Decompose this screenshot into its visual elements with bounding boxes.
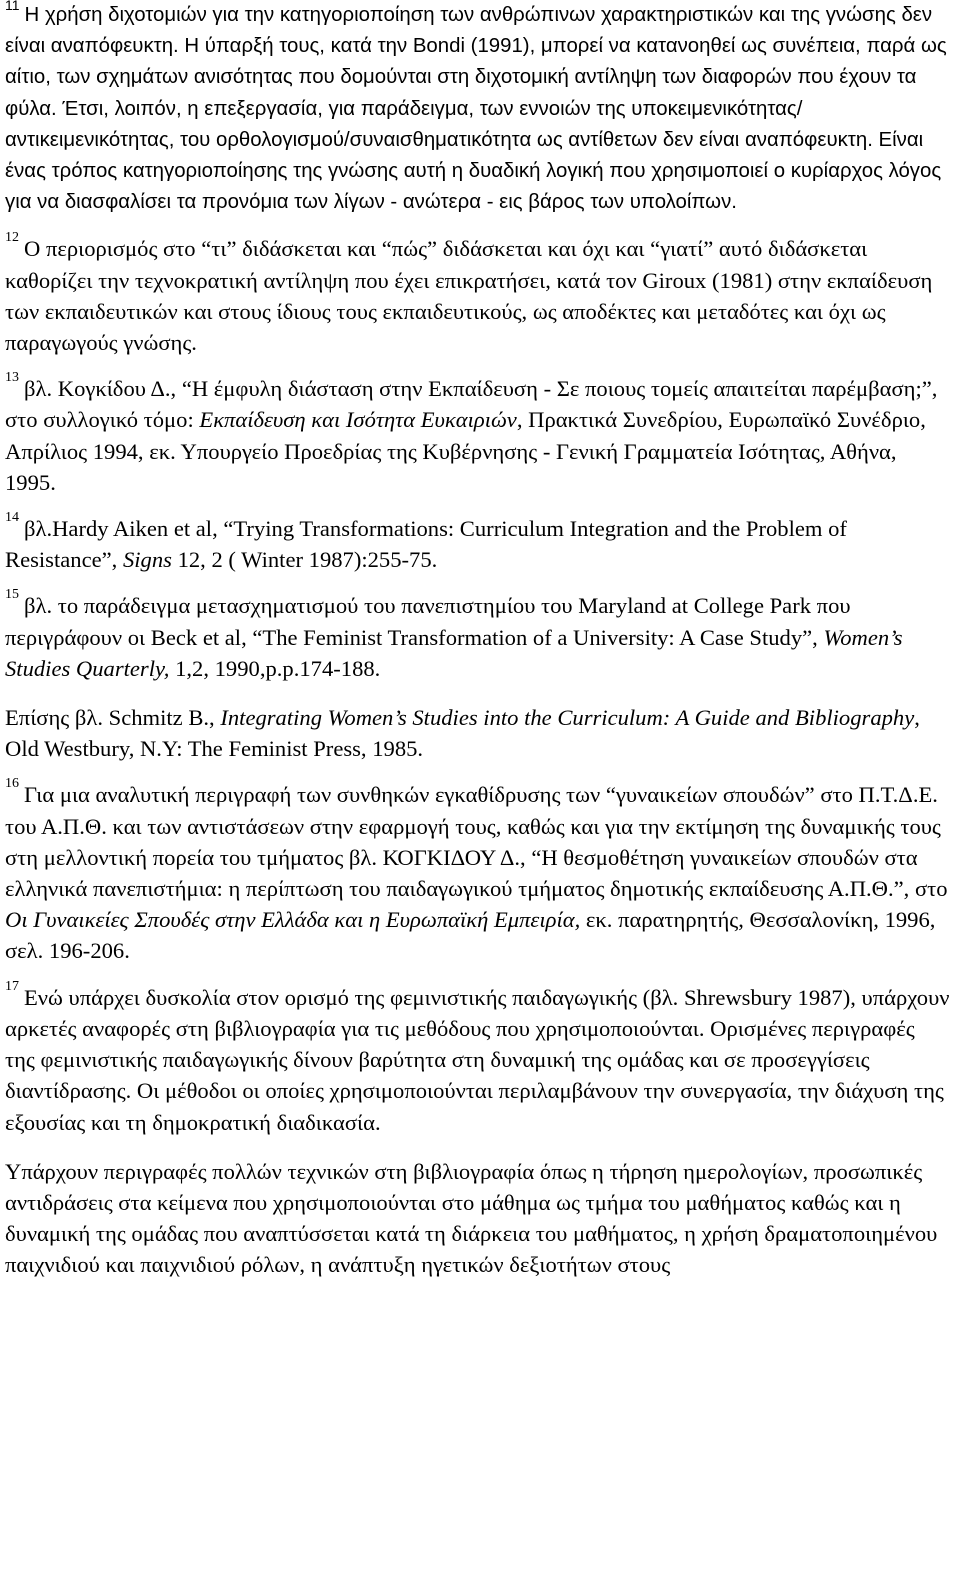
footnote-number: 15: [5, 587, 19, 603]
footnote-text: , Old Westbury, N.Y: The Feminist Press, 1985.: [5, 705, 920, 762]
footnote-title-italic: Οι Γυναικείες Σπουδές στην Ελλάδα και η Ευρωπαϊκή Εμπειρία,: [5, 907, 581, 933]
footnote-17: [5, 978, 950, 1138]
footnote-number: 17: [5, 978, 19, 994]
footnote-16: [5, 776, 950, 966]
footnote-13: [5, 370, 950, 498]
footnote-number: 13: [5, 370, 19, 386]
footnote-title-italic: Signs: [122, 547, 172, 573]
footnote-text: Επίσης βλ. Schmitz B.,: [5, 705, 221, 731]
footnote-text: Η χρήση διχοτομιών για την κατηγοριοποίηση των ανθρώπινων χαρακτηριστικών και της γνώσης δεν είναι αναπόφευκτη. Η ύπαρξή τους, κατά την Bondi (1991), μπορεί να κατανοηθεί ως συνέπεια, παρά ως αίτιο, των σχημάτων ανισότητας που δομούνται στη διχοτομική αντίληψη των διαφορών που έχουν τα φύλα. Έτσι, λοιπόν, η επεξεργασία, για παράδειγμα, των εννοιών της υποκειμενικότητας/αντικειμενικότητας, του ορθολογισμού/συναισθηματικότητα ως αντίθετων δεν είναι αναπόφευκτη. Είναι ένας τρόπος κατηγοριοποίησης της γνώσης αυτή η δυαδική λογική που χρησιμοποιεί ο κυρίαρχος λόγος για να διασφαλίσει τα προνόμια των λίγων - ανώτερα - εις βάρος των υπολοίπων.: [5, 4, 947, 214]
footnote-text: Υπάρχουν περιγραφές πολλών τεχνικών στη βιβλιογραφία όπως η τήρηση ημερολογίων, προσωπικές αντιδράσεις στα κείμενα που χρησιμοποιούνται στο μάθημα ως τμήμα του μαθήματος καθώς και η δυναμική της ομάδας που αναπτύσσεται κατά τη διάρκεια του μαθήματος, η χρήση δραματοποιημένου παιχνιδιού και παιχνιδιού ρόλων, η ανάπτυξη ηγετικών δεξιοτήτων στους: [5, 1158, 938, 1278]
footnote-title-italic: Εκπαίδευση και Ισότητα Ευκαιριών: [199, 407, 517, 433]
footnote-text: βλ. Κογκίδου Δ., “Η έμφυλη διάσταση στην Εκπαίδευση - Σε ποιους τομείς απαιτείται παρέμβαση;”, στο συλλογικό τόμο:: [5, 376, 938, 433]
footnote-text: 12, 2 ( Winter 1987):255-75.: [171, 547, 438, 573]
footnote-11: [5, 0, 950, 218]
footnote-number: 16: [5, 776, 19, 792]
footnote-text: Ενώ υπάρχει δυσκολία στον ορισμό της φεμινιστικής παιδαγωγικής (βλ. Shrewsbury 1987), υπάρχουν αρκετές αναφορές στη βιβλιογραφία για τις μεθόδους που χρησιμοποιούνται. Ορισμένες περιγραφές της φεμινιστικής παιδαγωγικής δίνουν βαρύτητα στη δυναμική της ομάδας και σε προσεγγίσεις διαντίδρασης. Οι μέθοδοι οι οποίες χρησιμοποιούνται περιλαμβάνουν την συνεργασία, την διάχυση της εξουσίας και τη δημοκρατική διαδικασία.: [5, 984, 950, 1135]
footnote-15: [5, 587, 950, 684]
footnote-text: Για μια αναλυτική περιγραφή των συνθηκών εγκαθίδρυσης των “γυναικείων σπουδών” στο Π.Τ.Δ.Ε. του Α.Π.Θ. και των αντιστάσεων στην εφαρμογή τους, καθώς και για την εκτίμηση της δυναμικής τους στη μελλοντική πορεία του τμήματος βλ. ΚΟΓΚΙΔΟΥ Δ., “Η θεσμοθέτηση γυναικείων σπουδών στα ελληνικά πανεπιστήμια: η περίπτωση του παιδαγωγικού τμήματος δημοτικής εκπαίδευσης Α.Π.Θ.”, στο: [5, 782, 948, 902]
footnote-14: [5, 510, 950, 575]
footnote-continuation: [5, 702, 950, 764]
footnote-number: 11: [5, 0, 20, 13]
footnote-text: 1,2, 1990,p.p.174-188.: [169, 655, 381, 681]
footnote-12: [5, 230, 950, 358]
footnote-number: 12: [5, 230, 19, 246]
footnote-text: εκ. παρατηρητής, Θεσσαλονίκη, 1996, σελ. 196-206.: [5, 907, 936, 964]
footnote-text: βλ.Hardy Aiken et al, “Trying Transformations: Curriculum Integration and the Problem of Resistance”,: [5, 516, 847, 573]
footnote-continuation: [5, 1156, 950, 1281]
footnote-title-italic: Integrating Women’s Studies into the Curriculum: A Guide and Bibliography: [220, 705, 915, 731]
footnote-text: βλ. το παράδειγμα μετασχηματισμού του πανεπιστημίου του Maryland at College Park που περιγράφουν οι Beck et al, “The Feminist Transformation of a University: A Case Study”,: [5, 593, 851, 650]
footnote-text: , Πρακτικά Συνεδρίου, Ευρωπαϊκό Συνέδριο, Απρίλιος 1994, εκ. Υπουργείο Προεδρίας της Κυβέρνησης - Γενική Γραμματεία Ισότητας, Αθήνα, 1995.: [5, 407, 926, 495]
footnote-text: Ο περιορισμός στο “τι” διδάσκεται και “πώς” διδάσκεται και όχι και “γιατί” αυτό διδάσκεται καθορίζει την τεχνοκρατική αντίληψη που έχει επικρατήσει, κατά τον Giroux (1981) στην εκπαίδευση των εκπαιδευτικών και στους ίδιους τους εκπαιδευτικούς, ως αποδέκτες και μεταδότες και όχι ως παραγωγούς γνώσης.: [5, 236, 933, 356]
footnote-title-italic: Women’s Studies Quarterly,: [5, 624, 903, 681]
footnote-number: 14: [5, 510, 19, 526]
